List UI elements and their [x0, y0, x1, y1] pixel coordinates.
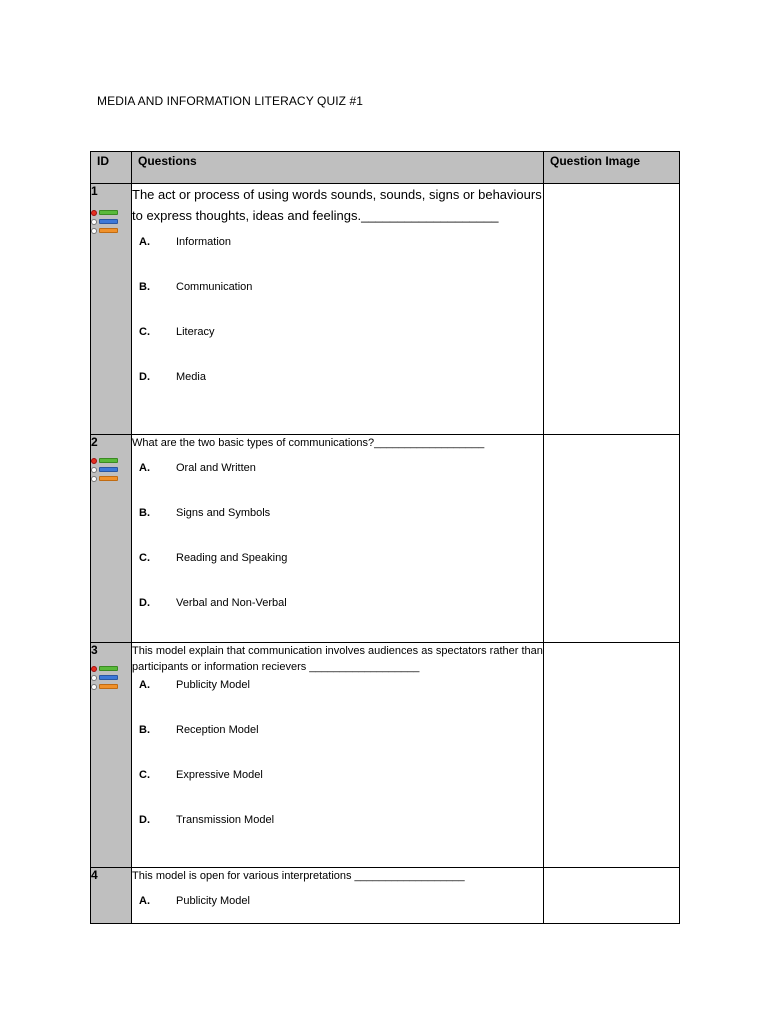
option-a: A. Publicity Model: [139, 895, 250, 907]
question-cell: [132, 435, 544, 643]
question-text: This model explain that communication involves audiences as spectators rather than participants or information recievers __________________: [132, 645, 543, 673]
question-image-cell: [544, 643, 680, 868]
question-id: 3: [91, 643, 98, 657]
question-cell: [132, 868, 544, 924]
table-row: [91, 643, 680, 868]
document-title: MEDIA AND INFORMATION LITERACY QUIZ #1: [97, 94, 364, 108]
option-d: D. Media: [139, 371, 206, 383]
option-b: B. Signs and Symbols: [139, 507, 271, 519]
question-text: What are the two basic types of communications?__________________: [132, 437, 485, 449]
question-id: 1: [91, 184, 98, 198]
header-id: ID: [91, 152, 132, 184]
table-row: [91, 435, 680, 643]
table-row: [91, 184, 680, 435]
question-image-cell: [544, 184, 680, 435]
option-c: C. Literacy: [139, 326, 215, 338]
question-cell: [132, 184, 544, 435]
question-image-cell: [544, 868, 680, 924]
option-a: A. Oral and Written: [139, 462, 256, 474]
multiple-choice-icon: [91, 664, 121, 691]
question-text: This model is open for various interpretations __________________: [132, 870, 465, 882]
question-cell: [132, 643, 544, 868]
id-cell: [91, 868, 132, 924]
header-question-image: Question Image: [544, 152, 680, 184]
id-cell: [91, 643, 132, 868]
quiz-table: [90, 151, 680, 924]
id-cell: [91, 435, 132, 643]
option-a: A. Information: [139, 236, 232, 248]
question-id: 4: [91, 868, 98, 882]
question-id: 2: [91, 435, 98, 449]
multiple-choice-icon: [91, 208, 121, 235]
multiple-choice-icon: [91, 456, 121, 483]
option-b: B. Reception Model: [139, 724, 259, 736]
option-d: D. Verbal and Non-Verbal: [139, 597, 287, 609]
option-c: C. Reading and Speaking: [139, 552, 288, 564]
id-cell: [91, 184, 132, 435]
header-row: [91, 152, 680, 184]
table-row: [91, 868, 680, 924]
option-c: C. Expressive Model: [139, 769, 263, 781]
option-a: A. Publicity Model: [139, 679, 250, 691]
question-text: The act or process of using words sounds, sounds, signs or behaviours to express thoughts, ideas and feelings.___________________: [132, 187, 542, 223]
question-image-cell: [544, 435, 680, 643]
option-d: D. Transmission Model: [139, 814, 275, 826]
header-questions: Questions: [132, 152, 544, 184]
option-b: B. Communication: [139, 281, 253, 293]
